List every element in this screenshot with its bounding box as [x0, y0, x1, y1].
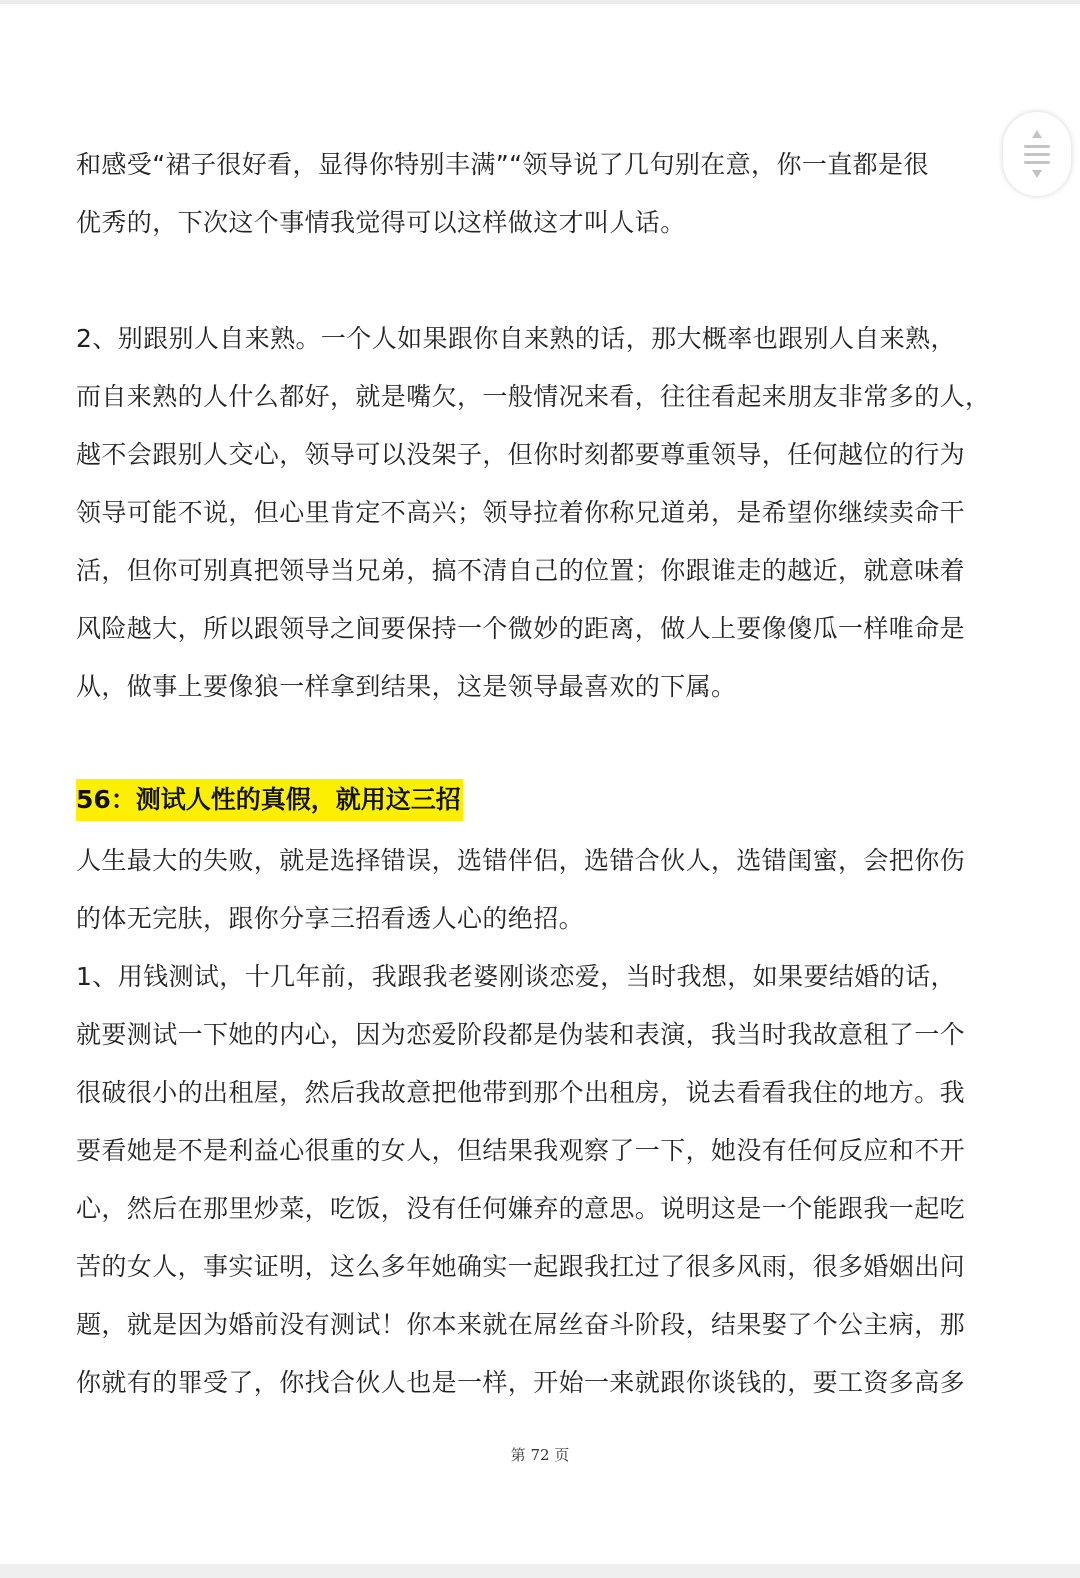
scroll-handle-icon	[1003, 112, 1071, 196]
section-body	[76, 832, 981, 1412]
text-line: 2、别跟别人自来熟。一个人如果跟你自来熟的话，那大概率也跟别人自来熟，	[76, 324, 956, 353]
top-edge	[0, 0, 1080, 4]
text-line: 心，然后在那里炒菜，吃饭，没有任何嫌弃的意思。说明这是一个能跟我一起吃	[76, 1194, 966, 1223]
text-line: 要看她是不是利益心很重的女人，但结果我观察了一下，她没有任何反应和不开	[76, 1136, 966, 1165]
document-page	[76, 136, 991, 1412]
text-line: 就要测试一下她的内心，因为恋爱阶段都是伪装和表演，我当时我故意租了一个	[76, 1020, 966, 1049]
section-heading: 56：测试人性的真假，就用这三招	[76, 779, 463, 821]
text-line: 的体无完肤，跟你分享三招看透人心的绝招。	[76, 904, 585, 933]
text-line: 优秀的，下次这个事情我觉得可以这样做这才叫人话。	[76, 208, 686, 237]
page-label-suffix: 页	[554, 1446, 570, 1464]
text-line: 题，就是因为婚前没有测试！你本来就在屌丝奋斗阶段，结果娶了个公主病，那	[76, 1310, 966, 1339]
text-line: 很破很小的出租屋，然后我故意把他带到那个出租房，说去看看我住的地方。我	[76, 1078, 966, 1107]
text-line: 风险越大，所以跟领导之间要保持一个微妙的距离，做人上要像傻瓜一样唯命是	[76, 614, 966, 643]
scroll-handle[interactable]	[1003, 112, 1071, 196]
text-line: 越不会跟别人交心，领导可以没架子，但你时刻都要尊重领导，任何越位的行为	[76, 440, 966, 469]
text-line: 人生最大的失败，就是选择错误，选错伴侣，选错合伙人，选错闺蜜，会把你伤	[76, 846, 966, 875]
page-footer	[0, 1444, 1080, 1465]
text-line: 领导可能不说，但心里肯定不高兴；领导拉着你称兄道弟，是希望你继续卖命干	[76, 498, 966, 527]
text-line: 你就有的罪受了，你找合伙人也是一样，开始一来就跟你谈钱的，要工资多高多	[76, 1368, 966, 1397]
paragraph-gap	[76, 252, 981, 310]
text-line: 1、用钱测试，十几年前，我跟我老婆刚谈恋爱，当时我想，如果要结婚的话，	[76, 962, 956, 991]
paragraph-continuation	[76, 136, 981, 252]
section-heading-row	[76, 774, 981, 832]
text-line: 苦的女人，事实证明，这么多年她确实一起跟我扛过了很多风雨，很多婚姻出问	[76, 1252, 966, 1281]
text-line: 活，但你可别真把领导当兄弟，搞不清自己的位置；你跟谁走的越近，就意味着	[76, 556, 966, 585]
text-line: 而自来熟的人什么都好，就是嘴欠，一般情况来看，往往看起来朋友非常多的人，	[76, 382, 991, 411]
page-number: 72	[530, 1446, 550, 1464]
text-line: 和感受“裙子很好看，显得你特别丰满”“领导说了几句别在意，你一直都是很	[76, 150, 929, 179]
paragraph-point-2	[76, 310, 991, 716]
paragraph-gap	[76, 716, 981, 774]
bottom-edge	[0, 1564, 1080, 1578]
page-label-prefix: 第	[510, 1446, 526, 1464]
text-line: 从，做事上要像狼一样拿到结果，这是领导最喜欢的下属。	[76, 672, 737, 701]
